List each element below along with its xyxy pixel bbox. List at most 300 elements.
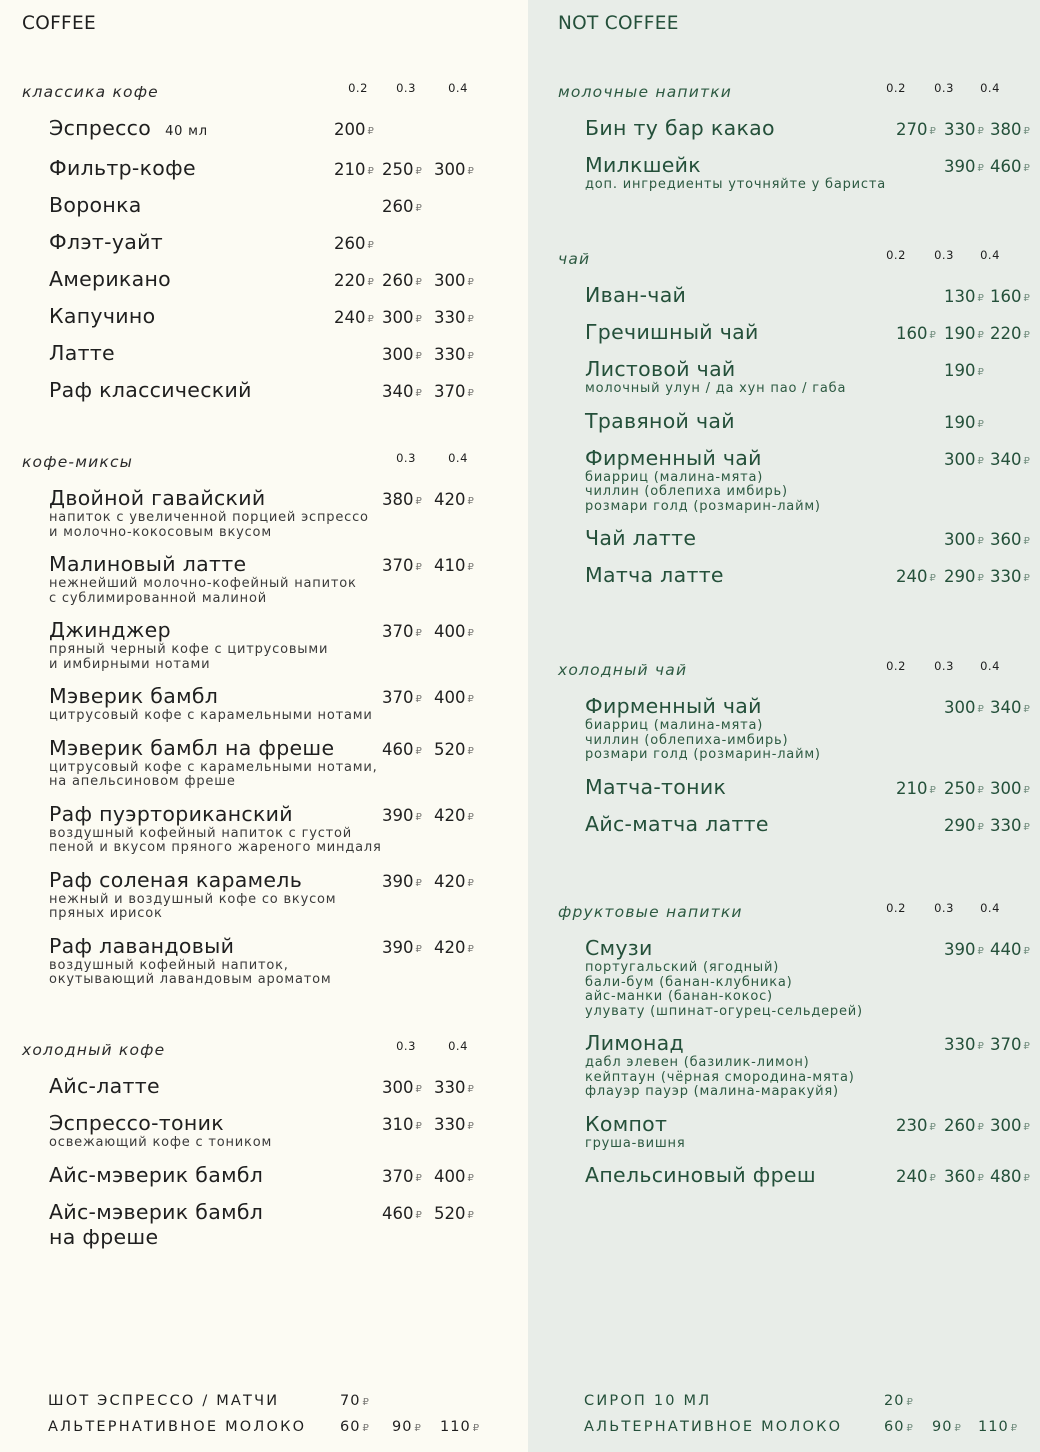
- price-value: 460: [382, 739, 414, 759]
- item-price: [382, 622, 422, 644]
- section-title: кофе-миксы: [22, 453, 134, 471]
- ruble-icon: ₽: [415, 745, 422, 757]
- size-label: 0.3: [396, 1039, 416, 1053]
- price-value: 330: [434, 308, 466, 327]
- item-name-text: Айс-латте: [49, 1074, 160, 1098]
- column-title: COFFEE: [22, 13, 96, 34]
- price-value: 340: [990, 698, 1022, 717]
- item-name-text: Двойной гавайский: [49, 486, 266, 510]
- menu-item[interactable]: [558, 357, 1040, 397]
- item-name-text: Айс-мэверик бамбл: [49, 1199, 264, 1224]
- ruble-icon: ₽: [415, 628, 422, 639]
- ruble-icon: ₽: [367, 126, 374, 137]
- menu-item[interactable]: [558, 446, 1040, 515]
- price-value: 330: [990, 567, 1022, 586]
- ruble-icon: ₽: [1023, 1173, 1030, 1184]
- item-price: [990, 450, 1030, 472]
- item-name-text: Айс-матча латте: [585, 811, 769, 836]
- menu-item[interactable]: [22, 116, 528, 144]
- price-value: 370: [382, 688, 414, 707]
- item-description: доп. ингредиенты уточняйте у бариста: [585, 177, 887, 192]
- price-value: 330: [434, 345, 466, 364]
- size-label: 0.4: [448, 451, 468, 465]
- size-label: 0.3: [396, 451, 416, 465]
- item-price: [944, 287, 984, 309]
- ruble-icon: ₽: [954, 1423, 961, 1434]
- item-price: [434, 382, 474, 404]
- item-description: пряный черный кофе с цитрусовыми: [49, 642, 329, 657]
- extra-price: [340, 1418, 369, 1438]
- item-description: освежающий кофе с тоником: [49, 1135, 273, 1150]
- ruble-icon: ₽: [977, 367, 984, 378]
- price-value: 260: [334, 234, 366, 253]
- price-value: 400: [434, 622, 466, 641]
- item-price: [944, 120, 984, 142]
- item-price: [434, 622, 474, 644]
- menu-item[interactable]: [558, 116, 1040, 141]
- ruble-icon: ₽: [415, 877, 422, 889]
- item-description: напиток с увеличенной порцией эспрессо: [49, 510, 369, 525]
- ruble-icon: ₽: [1023, 293, 1030, 304]
- price-value: 390: [944, 940, 976, 959]
- price-value: 380: [382, 490, 414, 509]
- item-price: [944, 413, 984, 435]
- ruble-icon: ₽: [415, 943, 422, 955]
- item-price: [990, 940, 1030, 962]
- extra-item[interactable]: [528, 1418, 1040, 1444]
- item-name-text: Капучино: [49, 304, 156, 328]
- item-price: [434, 345, 474, 367]
- price-value: 300: [382, 345, 414, 364]
- item-price: [990, 779, 1030, 801]
- item-price: [434, 1167, 474, 1189]
- item-price: [382, 197, 422, 219]
- menu-item[interactable]: [558, 526, 1040, 551]
- item-price: [334, 120, 374, 142]
- item-description: воздушный кофейный напиток,: [49, 957, 289, 973]
- item-description: чиллин (облепиха имбирь): [585, 484, 788, 499]
- size-label: 0.3: [396, 81, 416, 95]
- menu-item[interactable]: [558, 694, 1040, 763]
- item-name-text: Компот: [585, 1111, 668, 1136]
- item-price: [896, 779, 936, 801]
- item-name-text: Травяной чай: [585, 408, 735, 433]
- item-price: [334, 160, 374, 182]
- menu-section: [528, 247, 1040, 600]
- item-name-text: Фирменный чай: [585, 694, 762, 718]
- price-value: 310: [382, 1115, 414, 1134]
- item-name-text: Американо: [49, 267, 172, 291]
- item-name-text: Джинджер: [49, 618, 171, 642]
- ruble-icon: ₽: [929, 330, 936, 341]
- item-name-text: Флэт-уайт: [49, 230, 163, 254]
- section-title: молочные напитки: [558, 83, 733, 101]
- ruble-icon: ₽: [977, 293, 984, 304]
- price-value: 300: [990, 778, 1022, 798]
- item-name-text: Мэверик бамбл на фреше: [49, 735, 335, 760]
- price-value: 460: [382, 1203, 414, 1223]
- menu-item[interactable]: [558, 153, 1040, 193]
- price-value: 290: [944, 815, 976, 835]
- price-value: 390: [944, 157, 976, 176]
- ruble-icon: ₽: [467, 811, 474, 823]
- ruble-icon: ₽: [977, 784, 984, 796]
- extra-price: [440, 1418, 479, 1438]
- menu-item[interactable]: [22, 156, 528, 181]
- item-price: [382, 740, 422, 762]
- menu-item[interactable]: [22, 378, 528, 403]
- ruble-icon: ₽: [415, 562, 422, 573]
- menu-item[interactable]: [22, 1074, 528, 1099]
- price-value: 190: [944, 412, 976, 432]
- ruble-icon: ₽: [977, 1121, 984, 1133]
- item-price: [990, 698, 1030, 720]
- price-value: 370: [990, 1035, 1022, 1054]
- item-price: [990, 120, 1030, 142]
- menu-item[interactable]: [22, 736, 528, 790]
- menu-item[interactable]: [22, 230, 528, 255]
- item-description: на апельсиновом фреше: [49, 774, 236, 789]
- price-value: 220: [334, 271, 366, 290]
- item-name-text: Матча-тоник: [585, 774, 727, 799]
- menu-item[interactable]: [558, 320, 1040, 345]
- item-description: дабл элевен (базилик-лимон): [585, 1055, 810, 1070]
- price-value: 330: [944, 120, 976, 139]
- item-price: [944, 1116, 984, 1138]
- item-name-text: Матча латте: [585, 563, 724, 587]
- item-price: [944, 779, 984, 801]
- item-name-text: Фирменный чай: [585, 445, 762, 470]
- price-value: 110: [978, 1419, 1009, 1435]
- size-label: 0.3: [934, 81, 954, 95]
- price-value: 260: [382, 197, 414, 216]
- ruble-icon: ₽: [467, 745, 474, 757]
- item-name-text: Листовой чай: [585, 357, 736, 381]
- price-value: 520: [434, 739, 466, 759]
- item-price: [990, 287, 1030, 309]
- item-name-text: Смузи: [585, 936, 653, 960]
- ruble-icon: ₽: [467, 1209, 474, 1221]
- item-name-text: Эспрессо-тоник: [49, 1111, 224, 1135]
- ruble-icon: ₽: [906, 1397, 913, 1408]
- price-value: 300: [434, 160, 466, 179]
- ruble-icon: ₽: [977, 163, 984, 174]
- ruble-icon: ₽: [467, 628, 474, 639]
- ruble-icon: ₽: [467, 694, 474, 705]
- price-value: 330: [990, 815, 1022, 835]
- price-value: 370: [382, 1166, 414, 1186]
- item-name-text: Фильтр-кофе: [49, 156, 196, 180]
- item-price: [382, 556, 422, 578]
- section-header: [558, 900, 1040, 924]
- price-value: 420: [434, 937, 466, 957]
- ruble-icon: ₽: [929, 573, 936, 584]
- section-title: холодный чай: [558, 661, 688, 679]
- item-description: биарриц (малина-мята): [585, 718, 764, 733]
- item-price: [434, 1078, 474, 1100]
- item-price: [382, 1115, 422, 1137]
- item-price: [382, 271, 422, 293]
- item-price: [382, 1078, 422, 1100]
- item-price: [334, 308, 374, 330]
- item-price: [944, 940, 984, 962]
- item-description: груша-вишня: [585, 1135, 686, 1151]
- item-price: [434, 1204, 474, 1226]
- size-label: 0.3: [934, 248, 954, 262]
- menu-item[interactable]: [22, 304, 528, 329]
- price-value: 160: [896, 324, 928, 343]
- price-value: 390: [382, 805, 414, 825]
- item-name-text: Айс-мэверик бамбл: [49, 1162, 264, 1187]
- ruble-icon: ₽: [1023, 163, 1030, 174]
- price-value: 440: [990, 940, 1022, 959]
- menu-section: [0, 450, 528, 1000]
- item-price: [382, 160, 422, 182]
- menu-item[interactable]: [558, 812, 1040, 837]
- ruble-icon: ₽: [1023, 330, 1030, 341]
- item-description: цитрусовый кофе с карамельными нотами,: [49, 759, 378, 775]
- ruble-icon: ₽: [367, 314, 374, 325]
- extra-item[interactable]: [528, 1392, 1040, 1418]
- ruble-icon: ₽: [415, 388, 422, 399]
- ruble-icon: ₽: [1023, 946, 1030, 957]
- ruble-icon: ₽: [367, 277, 374, 288]
- price-value: 330: [434, 1115, 466, 1134]
- item-price: [382, 688, 422, 710]
- price-value: 130: [944, 287, 976, 306]
- item-name-text: Милкшейк: [585, 153, 701, 177]
- item-price: [896, 324, 936, 346]
- ruble-icon: ₽: [467, 314, 474, 325]
- item-price: [434, 938, 474, 960]
- ruble-icon: ₽: [367, 166, 374, 177]
- price-value: 300: [382, 1078, 414, 1097]
- ruble-icon: ₽: [1023, 704, 1030, 715]
- price-value: 20: [884, 1393, 905, 1409]
- ruble-icon: ₽: [415, 277, 422, 288]
- price-value: 300: [990, 1115, 1022, 1135]
- price-value: 90: [932, 1419, 953, 1435]
- item-price: [990, 530, 1030, 552]
- menu-section: [528, 658, 1040, 849]
- item-description: пеной и вкусом пряного жареного миндаля: [49, 840, 382, 855]
- item-price: [990, 324, 1030, 346]
- price-value: 410: [434, 556, 466, 575]
- section-header: [22, 450, 528, 474]
- menu-item[interactable]: [22, 486, 528, 540]
- menu-item[interactable]: [22, 618, 528, 672]
- size-label: 0.4: [980, 659, 1000, 673]
- menu-item[interactable]: [22, 193, 528, 218]
- price-value: 400: [434, 1166, 466, 1186]
- ruble-icon: ₽: [415, 694, 422, 705]
- item-name-text: Раф соленая карамель: [49, 867, 303, 892]
- price-value: 240: [334, 308, 366, 327]
- item-price: [434, 688, 474, 710]
- item-price: [434, 160, 474, 182]
- item-description: окутывающий лавандовым ароматом: [49, 972, 332, 987]
- item-price: [990, 157, 1030, 179]
- ruble-icon: ₽: [1023, 1041, 1030, 1052]
- price-value: 300: [944, 449, 976, 469]
- ruble-icon: ₽: [362, 1423, 369, 1434]
- price-value: 390: [382, 871, 414, 891]
- item-description: цитрусовый кофе с карамельными нотами: [49, 708, 373, 723]
- menu-item[interactable]: [22, 1163, 528, 1188]
- extra-item[interactable]: [0, 1392, 528, 1418]
- item-price: [944, 698, 984, 720]
- ruble-icon: ₽: [415, 351, 422, 362]
- menu-section: [528, 900, 1040, 1200]
- menu-item[interactable]: [22, 341, 528, 366]
- item-name-text: Лимонад: [585, 1031, 684, 1055]
- item-price: [990, 1167, 1030, 1189]
- item-price: [944, 450, 984, 472]
- price-value: 90: [392, 1419, 413, 1435]
- ruble-icon: ₽: [1023, 573, 1030, 584]
- price-value: 330: [944, 1035, 976, 1054]
- menu-section: [0, 80, 528, 415]
- item-price: [944, 1167, 984, 1189]
- size-label: 0.2: [886, 81, 906, 95]
- ruble-icon: ₽: [1023, 536, 1030, 547]
- ruble-icon: ₽: [977, 455, 984, 467]
- ruble-icon: ₽: [362, 1397, 369, 1408]
- size-label: 0.4: [980, 248, 1000, 262]
- price-value: 190: [944, 324, 976, 343]
- menu-item[interactable]: [558, 283, 1040, 308]
- section-header: [22, 80, 528, 104]
- size-label: 0.4: [980, 901, 1000, 915]
- item-price: [944, 324, 984, 346]
- ruble-icon: ₽: [1010, 1423, 1018, 1434]
- item-description: розмари голд (розмарин-лайм): [585, 498, 821, 514]
- menu-item[interactable]: [558, 775, 1040, 800]
- item-price: [944, 1035, 984, 1057]
- price-value: 70: [340, 1393, 361, 1409]
- menu-item[interactable]: [22, 1200, 528, 1250]
- ruble-icon: ₽: [415, 496, 422, 507]
- item-name: [49, 116, 528, 144]
- menu-section: [528, 80, 1040, 205]
- menu-item[interactable]: [22, 684, 528, 724]
- item-description: португальский (ягодный): [585, 960, 780, 975]
- item-price: [382, 490, 422, 512]
- price-value: 340: [990, 449, 1022, 469]
- price-value: 370: [382, 622, 414, 641]
- price-value: 300: [944, 530, 976, 549]
- price-value: 260: [382, 271, 414, 290]
- ruble-icon: ₽: [415, 1084, 422, 1095]
- item-price: [382, 1167, 422, 1189]
- ruble-icon: ₽: [929, 784, 936, 796]
- item-name-text: Иван-чай: [585, 283, 687, 307]
- extra-price: [884, 1418, 913, 1438]
- price-value: 360: [944, 1167, 976, 1186]
- menu-item[interactable]: [22, 802, 528, 856]
- item-price: [896, 1116, 936, 1138]
- extra-label: АЛЬТЕРНАТИВНОЕ МОЛОКО: [584, 1419, 843, 1435]
- extra-price: [340, 1392, 369, 1412]
- item-description: биарриц (малина-мята): [585, 469, 764, 485]
- menu-item[interactable]: [558, 1163, 1040, 1188]
- price-value: 270: [896, 120, 928, 139]
- ruble-icon: ₽: [977, 821, 984, 833]
- menu-item[interactable]: [558, 936, 1040, 1019]
- size-label: 0.4: [980, 81, 1000, 95]
- item-price: [434, 271, 474, 293]
- ruble-icon: ₽: [467, 943, 474, 955]
- ruble-icon: ₽: [977, 1041, 984, 1052]
- menu-item[interactable]: [558, 409, 1040, 434]
- ruble-icon: ₽: [977, 330, 984, 341]
- ruble-icon: ₽: [977, 704, 984, 715]
- ruble-icon: ₽: [1023, 821, 1030, 833]
- section-header: [558, 658, 1040, 682]
- section-title: чай: [558, 250, 591, 268]
- menu-item[interactable]: [22, 267, 528, 292]
- item-price: [382, 308, 422, 330]
- item-description: розмари голд (розмарин-лайм): [585, 747, 821, 762]
- item-price: [944, 361, 984, 383]
- section-header: [558, 247, 1040, 271]
- ruble-icon: ₽: [1023, 784, 1030, 796]
- menu-item[interactable]: [22, 868, 528, 922]
- price-value: 300: [382, 308, 414, 327]
- menu-item[interactable]: [558, 1112, 1040, 1152]
- item-price: [990, 1035, 1030, 1057]
- extra-label: ШОТ ЭСПРЕССО / МАТЧИ: [48, 1393, 280, 1409]
- item-name-text: Чай латте: [585, 526, 697, 550]
- menu-item[interactable]: [558, 1031, 1040, 1100]
- item-description: бали-бум (банан-клубника): [585, 974, 793, 990]
- ruble-icon: ₽: [977, 573, 984, 584]
- price-value: 210: [334, 160, 366, 179]
- price-value: 250: [382, 160, 414, 179]
- item-price: [434, 740, 474, 762]
- ruble-icon: ₽: [467, 351, 474, 362]
- menu-item[interactable]: [22, 552, 528, 606]
- size-label: 0.3: [934, 901, 954, 915]
- item-name-text: Воронка: [49, 193, 142, 217]
- ruble-icon: ₽: [415, 166, 422, 177]
- price-value: 460: [990, 157, 1022, 176]
- ruble-icon: ₽: [415, 1209, 422, 1221]
- item-price: [334, 271, 374, 293]
- price-value: 240: [896, 567, 928, 586]
- item-volume: 40 мл: [165, 124, 208, 139]
- ruble-icon: ₽: [467, 496, 474, 507]
- ruble-icon: ₽: [414, 1423, 421, 1434]
- price-value: 370: [382, 556, 414, 575]
- item-price: [990, 816, 1030, 838]
- menu-item[interactable]: [22, 1111, 528, 1151]
- ruble-icon: ₽: [415, 1172, 422, 1184]
- ruble-icon: ₽: [929, 1173, 936, 1184]
- menu-item[interactable]: [22, 934, 528, 988]
- menu-section: [0, 1038, 528, 1262]
- item-description: и молочно-кокосовым вкусом: [49, 524, 272, 540]
- extra-item[interactable]: [0, 1418, 528, 1444]
- price-value: 230: [896, 1115, 928, 1135]
- item-description: чиллин (облепиха-имбирь): [585, 732, 789, 748]
- menu-item[interactable]: [558, 563, 1040, 588]
- ruble-icon: ₽: [977, 418, 984, 430]
- ruble-icon: ₽: [415, 811, 422, 823]
- price-value: 330: [434, 1078, 466, 1097]
- ruble-icon: ₽: [467, 1121, 474, 1132]
- item-price: [944, 157, 984, 179]
